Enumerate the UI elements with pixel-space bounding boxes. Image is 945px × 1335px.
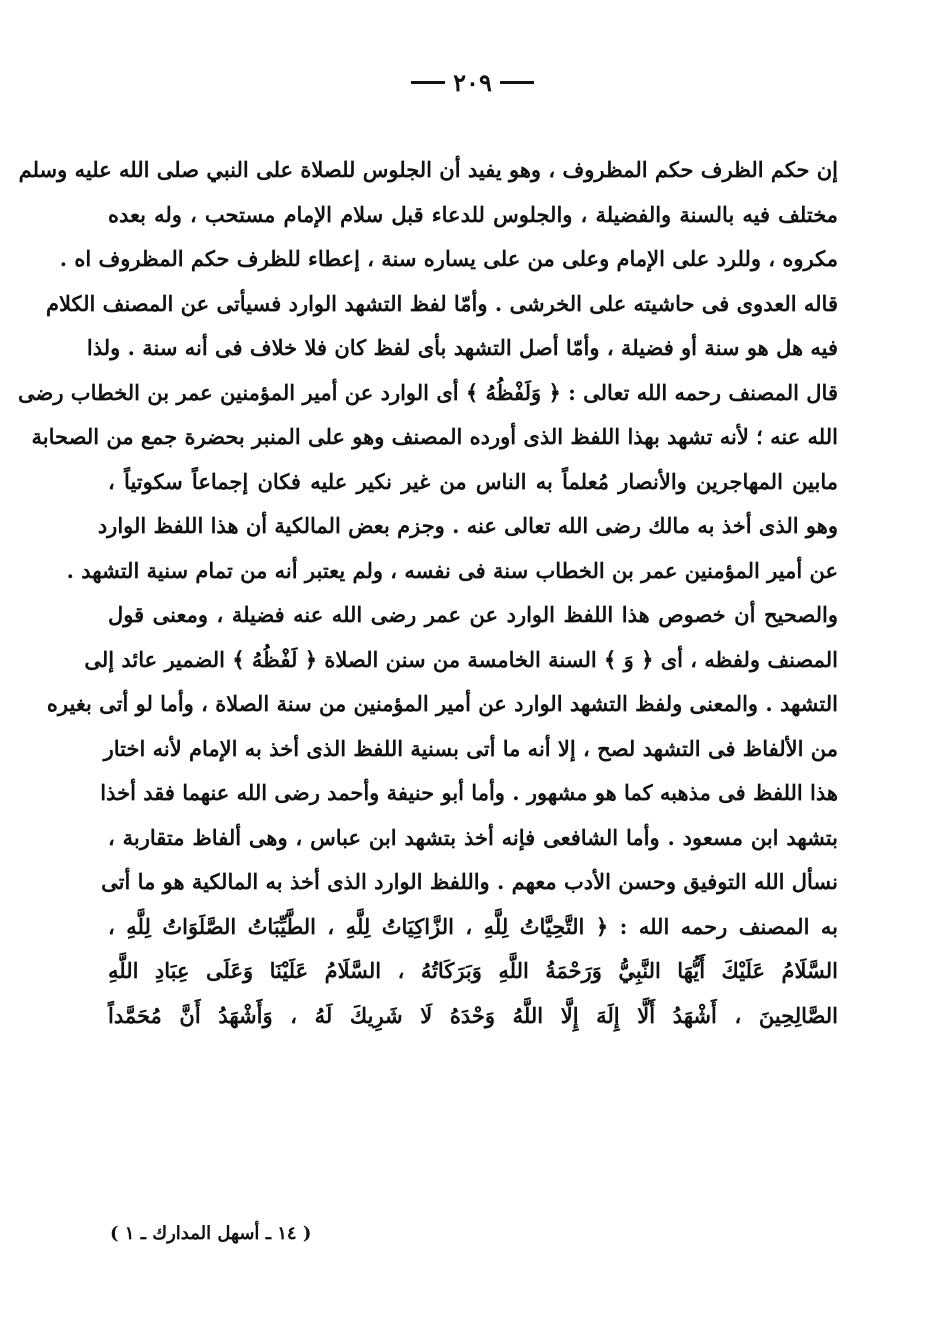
text-line: التشهد . والمعنى ولفظ التشهد الوارد عن أمير المؤمنين من سنة الصلاة ، وأما لو أتى بغيره: [46, 691, 838, 716]
text-line: من الألفاظ فى التشهد لصح ، إلا أنه ما أتى بسنية اللفظ الذى أخذ به الإمام لأنه اختار: [103, 735, 838, 761]
page-header: [0, 68, 945, 97]
text-line: والصحيح أن خصوص هذا اللفظ الوارد عن عمر رضى الله عنه فضيلة ، ومعنى قول: [108, 602, 838, 627]
text-line: بتشهد ابن مسعود . وأما الشافعى فإنه أخذ بتشهد ابن عباس ، وهى ألفاظ متقاربة ،: [108, 824, 838, 850]
header-dash-right: [500, 81, 534, 84]
text-line: مختلف فيه بالسنة والفضيلة ، والجلوس للدعاء قبل سلام الإمام مستحب ، وله بعده: [108, 201, 838, 227]
text-line: قال المصنف رحمه الله تعالى : ﴿ وَلَفْظُهُ ﴾ أى الوارد عن أمير المؤمنين عمر بن الخطاب رضى: [18, 379, 838, 405]
body-text: [18, 148, 838, 1038]
page-number: ٢٠٩: [453, 68, 492, 97]
text-line: نسأل الله التوفيق وحسن الأدب معهم . واللفظ الوارد الذى أخذ به المالكية هو ما أتى: [101, 869, 838, 894]
text-line: هذا اللفظ فى مذهبه كما هو مشهور . وأما أبو حنيفة وأحمد رضى الله عنهما فقد أخذا: [100, 780, 838, 805]
text-line: عن أمير المؤمنين عمر بن الخطاب سنة فى نفسه ، ولم يعتبر أنه من تمام سنية التشهد .: [66, 557, 838, 583]
text-line: مابين المهاجرين والأنصار مُعلماً به الناس من غير نكير عليه فكان إجماعاً سكوتياً ،: [108, 468, 838, 494]
text-line: مكروه ، وللرد على الإمام وعلى من على يساره سنة ، إعطاء للظرف حكم المظروف اه .: [59, 246, 838, 271]
text-line: الله عنه ؛ لأنه تشهد بهذا اللفظ الذى أورده المصنف وهو على المنبر بحضرة جمع من الصحابة: [31, 424, 838, 449]
header-dash-left: [411, 81, 445, 84]
text-line: المصنف ولفظه ، أى ﴿ وَ ﴾ السنة الخامسة من سنن الصلاة ﴿ لَفْظُهُ ﴾ الضمير عائد إلى: [84, 646, 838, 672]
text-line: به المصنف رحمه الله : ﴿ التَّحِيَّاتُ لِلَّهِ ، الزَّاكِيَاتُ لِلَّهِ ، الطَّيِّبَاتُ الصَّلَوَاتُ لِلَّهِ ،: [108, 913, 838, 939]
footer-signature: ( ١٤ ـ أسهل المدارك ـ ١ ): [110, 1223, 312, 1244]
text-line: قاله العدوى فى حاشيته على الخرشى . وأمّا لفظ التشهد الوارد فسيأتى عن المصنف الكلام: [45, 290, 838, 316]
text-line: السَّلَامُ عَلَيْكَ أَيُّهَا النَّبِيُّ وَرَحْمَةُ اللَّهِ وَبَرَكَاتُهُ ، السَّلَامُ عَلَيْنَا وَعَلَى عِبَادِ اللَّهِ: [108, 958, 838, 983]
text-line: الصَّالِحِينَ ، أَشْهَدُ أَلَّا إِلَهَ إِلَّا اللَّهُ وَحْدَهُ لَا شَرِيكَ لَهُ ، وَأَشْهَدُ أَنَّ مُحَمَّداً: [108, 1002, 838, 1028]
text-line: وهو الذى أخذ به مالك رضى الله تعالى عنه . وجزم بعض المالكية أن هذا اللفظ الوارد: [97, 513, 838, 538]
text-line: فيه هل هو سنة أو فضيلة ، وأمّا أصل التشهد بأى لفظ كان فلا خلاف فى أنه سنة . ولذا: [86, 335, 838, 360]
text-line: إن حكم الظرف حكم المظروف ، وهو يفيد أن الجلوس للصلاة على النبي صلى الله عليه وسلم: [18, 157, 838, 182]
